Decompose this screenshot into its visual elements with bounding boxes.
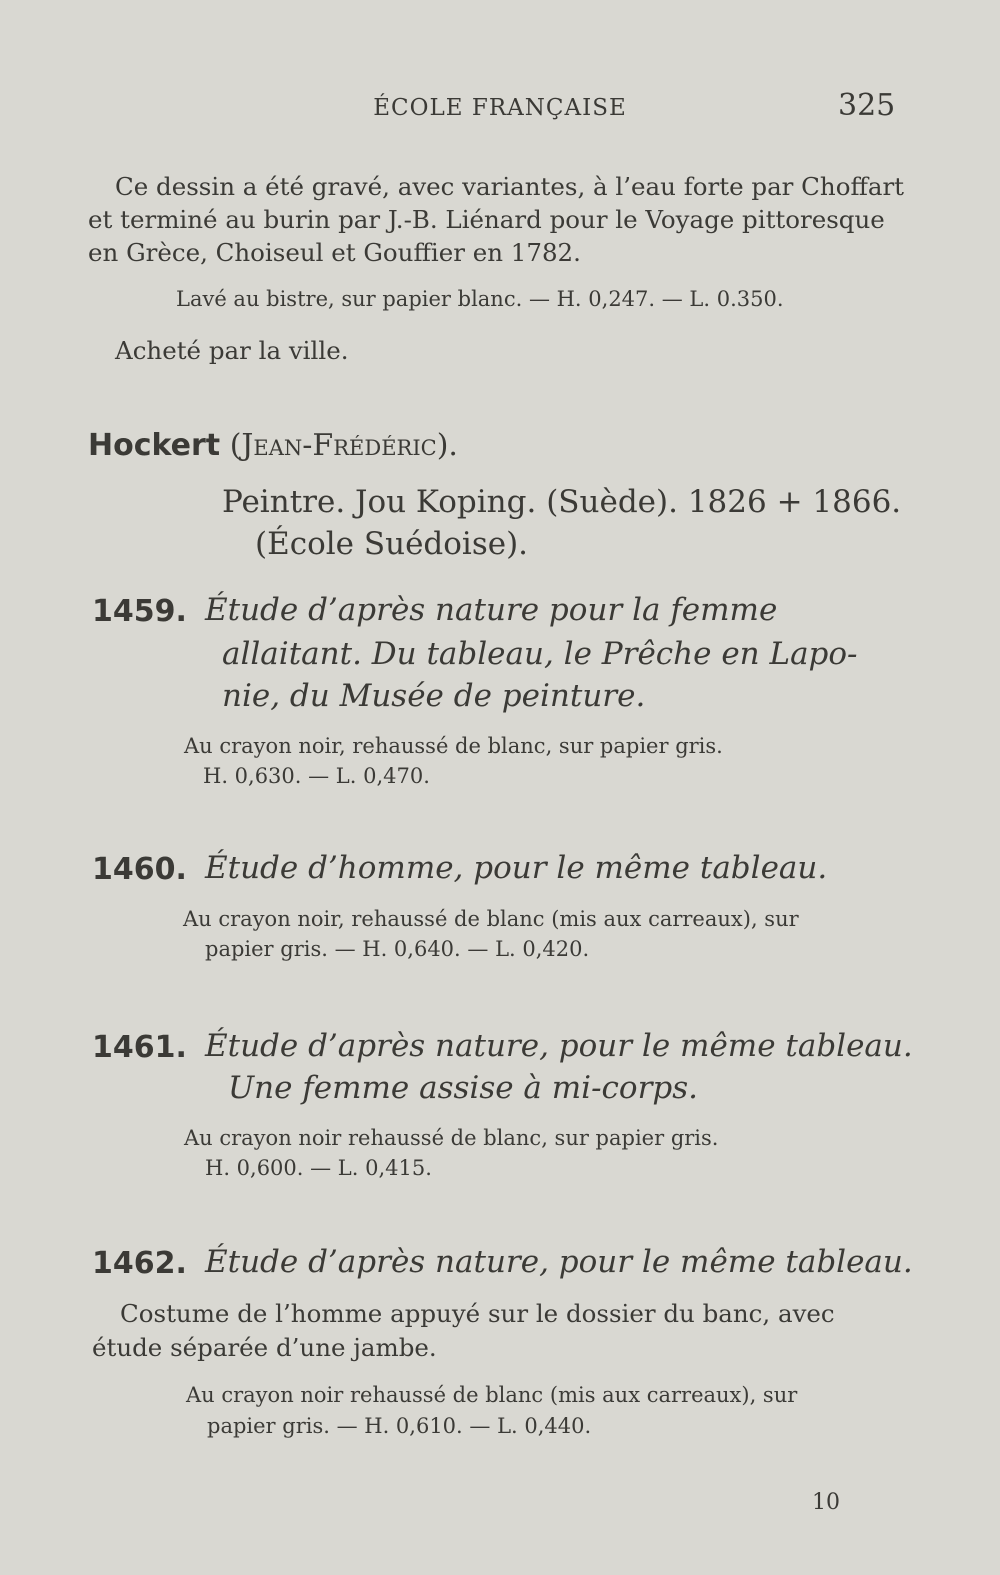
page-number: 325 (838, 88, 896, 123)
entry-title-line: Étude d’après nature, pour le même tableau. (205, 1244, 913, 1280)
entry-technique-line: Au crayon noir rehaussé de blanc, sur papier gris. (184, 1126, 719, 1150)
artist-bio-line-2: (École Suédoise). (255, 526, 529, 562)
artist-heading (88, 428, 458, 463)
entry-dimensions: H. 0,600. — L. 0,415. (205, 1156, 432, 1180)
entry-technique-line: Au crayon noir, rehaussé de blanc (mis aux carreaux), sur (183, 907, 799, 931)
entry-title-line: Une femme assise à mi-corps. (228, 1070, 698, 1106)
entry-dimensions: papier gris. — H. 0,610. — L. 0,440. (207, 1414, 592, 1438)
signature-mark: 10 (812, 1490, 840, 1515)
intro-technique: Lavé au bistre, sur papier blanc. — H. 0,247. — L. 0.350. (176, 287, 784, 311)
entry-title-line: nie, du Musée de peinture. (222, 678, 646, 714)
entry-technique-line: Au crayon noir rehaussé de blanc (mis aux carreaux), sur (186, 1383, 798, 1407)
artist-given-names: (Jean-Frédéric). (229, 428, 458, 463)
entry-title-line: Étude d’après nature, pour le même tableau. (205, 1028, 913, 1064)
artist-bio-line-1: Peintre. Jou Koping. (Suède). 1826 + 1866. (222, 484, 902, 520)
entry-technique-line: Au crayon noir, rehaussé de blanc, sur papier gris. (184, 734, 723, 758)
running-title: ÉCOLE FRANÇAISE (373, 95, 627, 121)
entry-description-line: Costume de l’homme appuyé sur le dossier du banc, avec (120, 1299, 835, 1328)
entry-number: 1461. (92, 1030, 187, 1065)
entry-title-line: Étude d’après nature pour la femme (205, 592, 778, 628)
intro-provenance: Acheté par la ville. (115, 336, 349, 365)
entry-title-line: allaitant. Du tableau, le Prêche en Lapo- (222, 636, 858, 672)
intro-line-1: Ce dessin a été gravé, avec variantes, à l’eau forte par Choffart (115, 172, 905, 201)
intro-line-3: en Grèce, Choiseul et Gouffier en 1782. (88, 238, 581, 267)
entry-number: 1462. (92, 1246, 187, 1281)
intro-line-2: et terminé au burin par J.-B. Liénard pour le Voyage pittoresque (88, 205, 885, 234)
entry-dimensions: H. 0,630. — L. 0,470. (203, 764, 430, 788)
entry-number: 1460. (92, 852, 187, 887)
artist-surname: Hockert (88, 428, 221, 463)
entry-title-line: Étude d’homme, pour le même tableau. (205, 850, 828, 886)
entry-description-line: étude séparée d’une jambe. (92, 1333, 437, 1362)
entry-dimensions: papier gris. — H. 0,640. — L. 0,420. (205, 937, 590, 961)
entry-number: 1459. (92, 594, 187, 629)
